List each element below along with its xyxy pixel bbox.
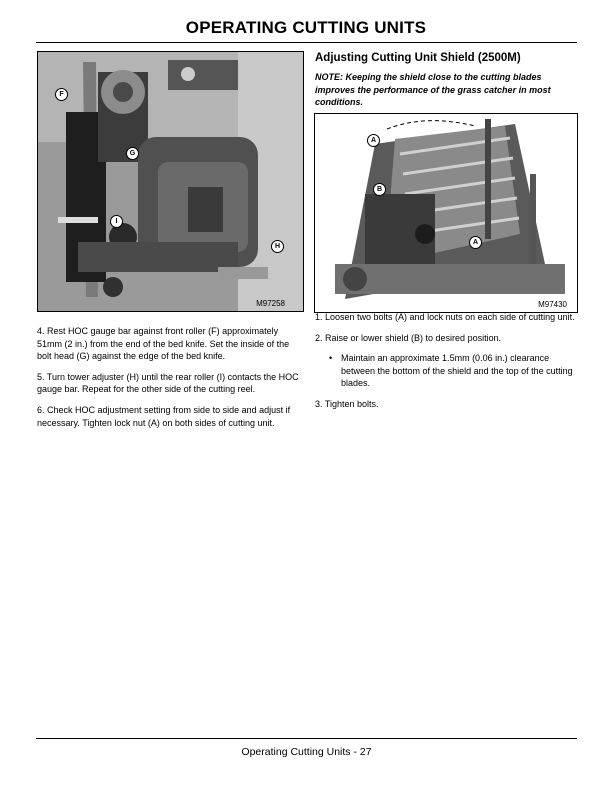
section-heading: Adjusting Cutting Unit Shield (2500M) [315, 52, 521, 64]
callout-f: F [55, 88, 68, 101]
step-5: 5. Turn tower adjuster (H) until the rear roller (I) contacts the HOC gauge bar. Repeat for the other side of the cutting reel. [37, 371, 299, 395]
bullet-text: Maintain an approximate 1.5mm (0.06 in.) clearance between the bottom of the shield and the top of the cutting blades. [341, 353, 573, 389]
right-column [315, 311, 577, 419]
callout-a-top: A [367, 134, 380, 147]
hoc-gauge-photo [38, 52, 303, 311]
left-column [37, 325, 299, 437]
callout-a-bottom: A [469, 236, 482, 249]
callout-h: H [271, 240, 284, 253]
bullet-item [315, 352, 577, 390]
callout-g: G [126, 147, 139, 160]
figure-id: M97258 [256, 299, 285, 308]
step-6: 6. Check HOC adjustment setting from side to side and adjust if necessary. Tighten lock nut (A) on both sides of cutting unit. [37, 404, 291, 428]
header-rule [36, 42, 577, 43]
figure-hoc-gauge-setup [37, 51, 304, 312]
footer-rule [36, 738, 577, 739]
step-2: 2. Raise or lower shield (B) to desired position. [315, 332, 502, 343]
figure-cutting-unit-shield [314, 113, 578, 313]
step-1: 1. Loosen two bolts (A) and lock nuts on each side of cutting unit. [315, 312, 575, 322]
callout-b: B [373, 183, 386, 196]
step-4: 4. Rest HOC gauge bar against front roller (F) approximately 51mm (2 in.) from the end of the bed knife. Set the inside of the bolt head (G) against the edge of the bed knife. [37, 326, 290, 362]
cutting-unit-shield-photo [315, 114, 577, 312]
step-3: 3. Tighten bolts. [315, 398, 379, 409]
note-text: NOTE: Keeping the shield close to the cutting blades improves the performance of the grass catcher in most conditions. [315, 72, 551, 108]
callout-i: I [110, 215, 123, 228]
figure-id: M97430 [538, 300, 567, 309]
page-title: OPERATING CUTTING UNITS [185, 18, 427, 37]
bullet-mark: • [329, 353, 333, 364]
page-footer: Operating Cutting Units - 27 [241, 746, 372, 758]
